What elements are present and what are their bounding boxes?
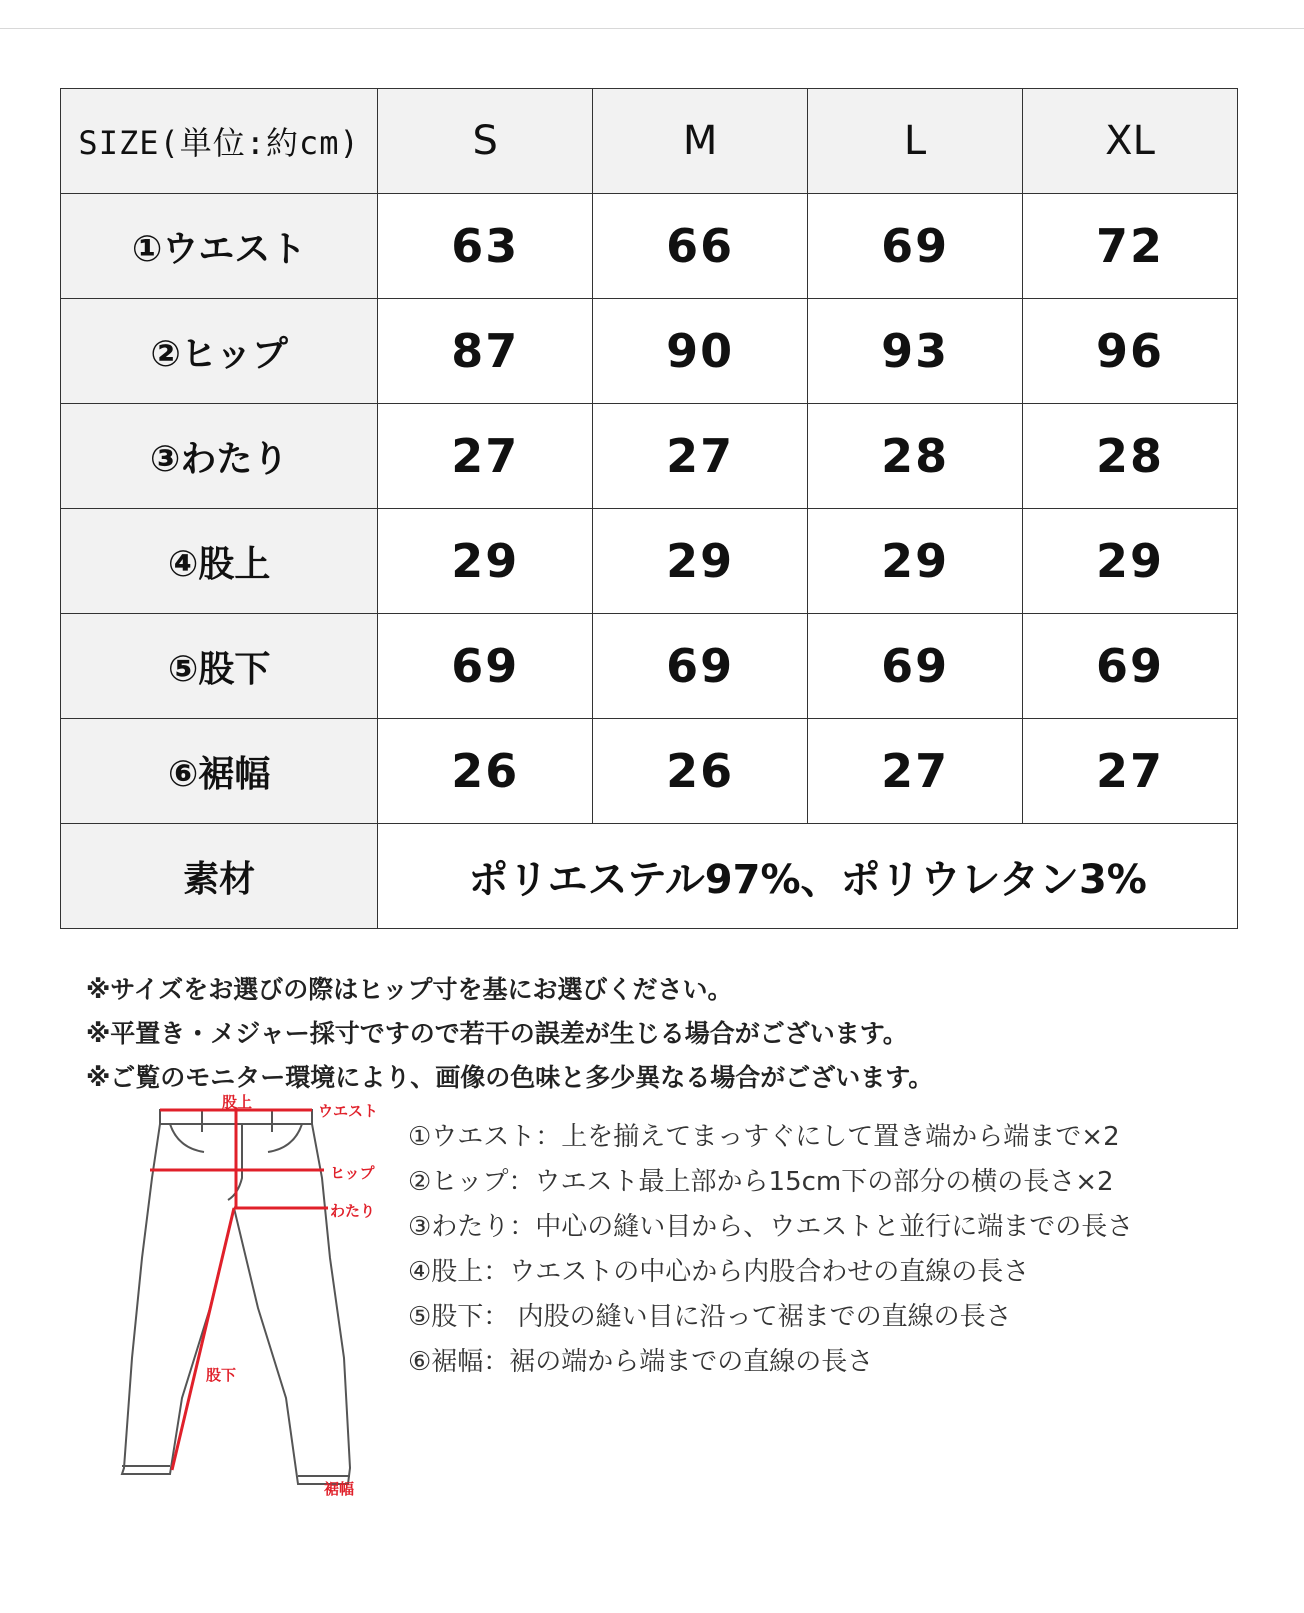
table-cell: 69 bbox=[378, 614, 593, 719]
table-cell: 69 bbox=[808, 194, 1023, 299]
legend-item-hem: ⑥裾幅：裾の端から端までの直線の長さ bbox=[408, 1347, 874, 1377]
table-row bbox=[61, 299, 1238, 404]
table-row bbox=[61, 719, 1238, 824]
top-divider bbox=[0, 28, 1304, 29]
table-cell: 29 bbox=[593, 509, 808, 614]
material-value: ポリエステル97%、ポリウレタン3% bbox=[378, 824, 1238, 929]
table-cell: 27 bbox=[378, 404, 593, 509]
size-unit-header: SIZE(単位:約cm) bbox=[61, 89, 378, 194]
table-cell: 90 bbox=[593, 299, 808, 404]
size-header-s: S bbox=[378, 89, 593, 194]
table-row bbox=[61, 614, 1238, 719]
note-measurement-error: ※平置き・メジャー採寸ですので若干の誤差が生じる場合がございます。 bbox=[86, 1019, 908, 1048]
table-cell: 27 bbox=[808, 719, 1023, 824]
row-label-hip: ②ヒップ bbox=[61, 299, 378, 404]
note-hip-size: ※サイズをお選びの際はヒップ寸を基にお選びください。 bbox=[86, 975, 733, 1004]
row-label-hem: ⑥裾幅 bbox=[61, 719, 378, 824]
table-cell: 29 bbox=[1023, 509, 1238, 614]
measurement-legend bbox=[408, 1115, 1133, 1385]
table-cell: 69 bbox=[593, 614, 808, 719]
size-header-m: M bbox=[593, 89, 808, 194]
row-label-waist: ①ウエスト bbox=[61, 194, 378, 299]
legend-item-hip: ②ヒップ：ウエスト最上部から15cm下の部分の横の長さ×2 bbox=[408, 1167, 1114, 1197]
table-cell: 27 bbox=[593, 404, 808, 509]
size-header-xl: XL bbox=[1023, 89, 1238, 194]
table-cell: 28 bbox=[1023, 404, 1238, 509]
row-label-material: 素材 bbox=[61, 824, 378, 929]
material-row bbox=[61, 824, 1238, 929]
legend-item-thigh: ③わたり：中心の縫い目から、ウエストと並行に端までの長さ bbox=[408, 1212, 1134, 1242]
row-label-inseam: ⑤股下 bbox=[61, 614, 378, 719]
table-cell: 28 bbox=[808, 404, 1023, 509]
table-header-row bbox=[61, 89, 1238, 194]
table-row bbox=[61, 194, 1238, 299]
row-label-rise: ④股上 bbox=[61, 509, 378, 614]
table-cell: 26 bbox=[593, 719, 808, 824]
table-cell: 96 bbox=[1023, 299, 1238, 404]
pants-diagram bbox=[112, 1093, 402, 1538]
legend-item-inseam: ⑤股下： 内股の縫い目に沿って裾までの直線の長さ bbox=[408, 1302, 1012, 1332]
table-cell: 26 bbox=[378, 719, 593, 824]
table-cell: 87 bbox=[378, 299, 593, 404]
diagram-label-inseam: 股下 bbox=[206, 1366, 237, 1384]
table-cell: 29 bbox=[808, 509, 1023, 614]
table-cell: 72 bbox=[1023, 194, 1238, 299]
diagram-label-waist: ウエスト bbox=[318, 1102, 379, 1120]
size-header-l: L bbox=[808, 89, 1023, 194]
table-row bbox=[61, 404, 1238, 509]
diagram-label-thigh: わたり bbox=[330, 1202, 376, 1220]
table-cell: 29 bbox=[378, 509, 593, 614]
size-table bbox=[60, 88, 1238, 929]
diagram-label-rise: 股上 bbox=[222, 1093, 253, 1111]
table-cell: 27 bbox=[1023, 719, 1238, 824]
note-monitor-color: ※ご覧のモニター環境により、画像の色味と多少異なる場合がございます。 bbox=[86, 1063, 934, 1092]
legend-item-rise: ④股上：ウエストの中心から内股合わせの直線の長さ bbox=[408, 1257, 1030, 1287]
diagram-label-hip: ヒップ bbox=[330, 1164, 375, 1182]
table-cell: 93 bbox=[808, 299, 1023, 404]
table-row bbox=[61, 509, 1238, 614]
table-cell: 63 bbox=[378, 194, 593, 299]
diagram-label-hem: 裾幅 bbox=[324, 1480, 355, 1498]
legend-item-waist: ①ウエスト：上を揃えてまっすぐにして置き端から端まで×2 bbox=[408, 1122, 1120, 1152]
table-cell: 66 bbox=[593, 194, 808, 299]
table-cell: 69 bbox=[808, 614, 1023, 719]
row-label-thigh: ③わたり bbox=[61, 404, 378, 509]
notes-section bbox=[86, 968, 1226, 1100]
table-cell: 69 bbox=[1023, 614, 1238, 719]
